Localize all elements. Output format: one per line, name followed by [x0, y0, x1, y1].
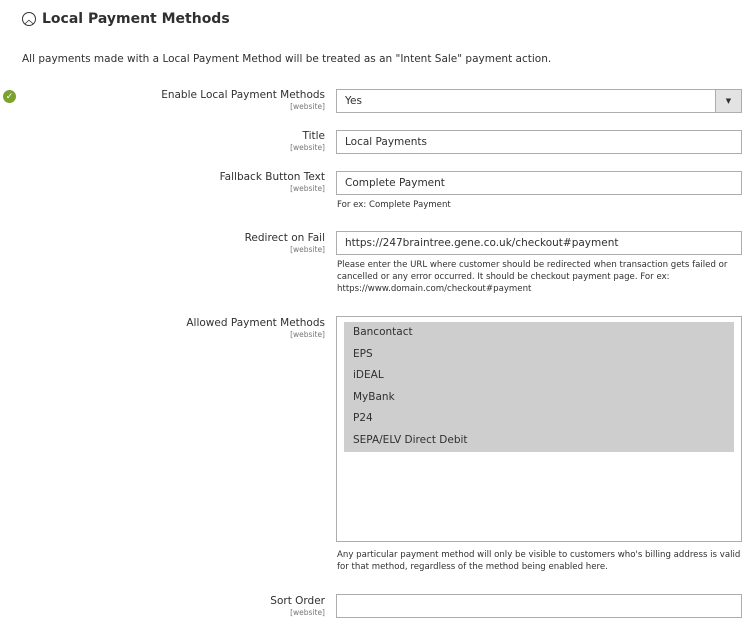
option-ideal[interactable]: iDEAL — [344, 365, 734, 387]
title-label: Title [website] — [290, 130, 325, 152]
redirect-label: Redirect on Fail [website] — [244, 232, 325, 254]
fallback-input[interactable]: Complete Payment — [336, 171, 742, 195]
option-bancontact[interactable]: Bancontact — [344, 322, 734, 344]
sort-input[interactable] — [336, 594, 742, 618]
redirect-input[interactable]: https://247braintree.gene.co.uk/checkout#payment — [336, 231, 742, 255]
option-mybank[interactable]: MyBank — [344, 387, 734, 409]
section-header[interactable] — [22, 11, 230, 27]
allowed-label: Allowed Payment Methods [website] — [186, 317, 325, 339]
sort-label: Sort Order [website] — [270, 595, 325, 617]
option-sepa[interactable]: SEPA/ELV Direct Debit — [344, 430, 734, 452]
collapse-icon[interactable]: ︿ — [22, 12, 36, 26]
option-eps[interactable]: EPS — [344, 344, 734, 366]
option-p24[interactable]: P24 — [344, 408, 734, 430]
fallback-label: Fallback Button Text [website] — [219, 171, 325, 193]
enable-label: Enable Local Payment Methods [website] — [161, 89, 325, 111]
section-intro: All payments made with a Local Payment Method will be treated as an "Intent Sale" payment action. — [22, 53, 552, 65]
redirect-note: Please enter the URL where customer should be redirected when transaction gets failed or cancelled or any error occurred. It should be checkout payment page. For ex: https://www.domain.com/checkout#payment — [337, 260, 728, 294]
allowed-note: Any particular payment method will only be visible to customers who's billing address is valid for that method, regardless of the method being enabled here. — [337, 550, 741, 572]
enable-select[interactable]: Yes ▼ — [336, 89, 742, 113]
fallback-note: For ex: Complete Payment — [337, 200, 451, 210]
section-title: Local Payment Methods — [42, 11, 230, 27]
chevron-down-icon: ▼ — [715, 90, 741, 112]
title-input[interactable]: Local Payments — [336, 130, 742, 154]
check-icon: ✓ — [3, 90, 16, 103]
allowed-multiselect[interactable] — [336, 316, 742, 542]
